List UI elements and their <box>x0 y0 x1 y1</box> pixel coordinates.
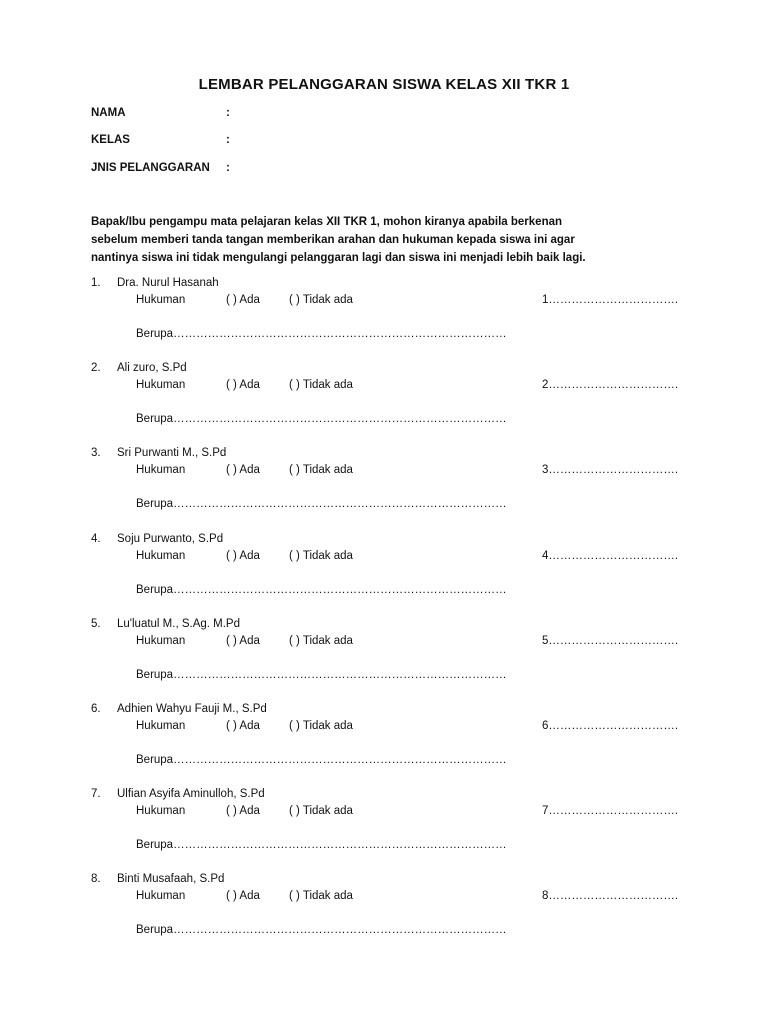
teacher-name: Dra. Nurul Hasanah <box>117 277 219 289</box>
field-kelas <box>91 134 230 146</box>
teacher-name: Lu'luatul M., S.Ag. M.Pd <box>117 618 241 630</box>
signature-line: 3……………………………. <box>542 464 679 476</box>
teacher-name: Ulfian Asyifa Aminulloh, S.Pd <box>117 788 265 800</box>
entry-number: 6. <box>91 703 101 715</box>
option-ada[interactable]: ( ) Ada <box>226 890 260 902</box>
teacher-name: Ali zuro, S.Pd <box>117 362 187 374</box>
teacher-entry-3 <box>0 447 768 527</box>
teacher-entry-1 <box>0 277 768 357</box>
teacher-name: Adhien Wahyu Fauji M., S.Pd <box>117 703 267 715</box>
field-colon: : <box>226 134 230 146</box>
berupa-line: Berupa…………………………………………………………………………… <box>136 669 507 681</box>
intro-paragraph <box>91 213 691 267</box>
option-tidak-ada[interactable]: ( ) Tidak ada <box>289 294 353 306</box>
signature-line: 8……………………………. <box>542 890 679 902</box>
teacher-entry-2 <box>0 362 768 442</box>
hukuman-label: Hukuman <box>136 635 186 647</box>
entry-number: 7. <box>91 788 101 800</box>
berupa-line: Berupa…………………………………………………………………………… <box>136 328 507 340</box>
entry-number: 2. <box>91 362 101 374</box>
field-label: NAMA <box>91 107 126 119</box>
signature-line: 5……………………………. <box>542 635 679 647</box>
teacher-entry-5 <box>0 618 768 698</box>
berupa-line: Berupa…………………………………………………………………………… <box>136 839 507 851</box>
hukuman-label: Hukuman <box>136 805 186 817</box>
teacher-name: Soju Purwanto, S.Pd <box>117 533 224 545</box>
signature-line: 6……………………………. <box>542 720 679 732</box>
option-ada[interactable]: ( ) Ada <box>226 720 260 732</box>
option-ada[interactable]: ( ) Ada <box>226 635 260 647</box>
teacher-entry-7 <box>0 788 768 868</box>
option-ada[interactable]: ( ) Ada <box>226 379 260 391</box>
option-tidak-ada[interactable]: ( ) Tidak ada <box>289 379 353 391</box>
intro-line: Bapak/Ibu pengampu mata pelajaran kelas XII TKR 1, mohon kiranya apabila berkenan <box>91 216 563 228</box>
signature-line: 4……………………………. <box>542 550 679 562</box>
signature-line: 1……………………………. <box>542 294 679 306</box>
teacher-entry-4 <box>0 533 768 613</box>
teacher-name: Binti Musafaah, S.Pd <box>117 873 225 885</box>
hukuman-label: Hukuman <box>136 464 186 476</box>
page-title: LEMBAR PELANGGARAN SISWA KELAS XII TKR 1 <box>198 76 570 93</box>
hukuman-label: Hukuman <box>136 890 186 902</box>
field-colon: : <box>226 107 230 119</box>
teacher-name: Sri Purwanti M., S.Pd <box>117 447 227 459</box>
berupa-line: Berupa…………………………………………………………………………… <box>136 754 507 766</box>
option-ada[interactable]: ( ) Ada <box>226 550 260 562</box>
hukuman-label: Hukuman <box>136 550 186 562</box>
field-label: JNIS PELANGGARAN <box>91 162 210 174</box>
teacher-entry-6 <box>0 703 768 783</box>
option-tidak-ada[interactable]: ( ) Tidak ada <box>289 635 353 647</box>
entry-number: 5. <box>91 618 101 630</box>
field-jenis-pelanggaran <box>91 162 230 174</box>
teacher-entry-8 <box>0 873 768 953</box>
option-ada[interactable]: ( ) Ada <box>226 805 260 817</box>
berupa-line: Berupa…………………………………………………………………………… <box>136 498 507 510</box>
option-tidak-ada[interactable]: ( ) Tidak ada <box>289 805 353 817</box>
entry-number: 1. <box>91 277 101 289</box>
field-colon: : <box>226 162 230 174</box>
berupa-line: Berupa…………………………………………………………………………… <box>136 584 507 596</box>
option-tidak-ada[interactable]: ( ) Tidak ada <box>289 890 353 902</box>
entry-number: 3. <box>91 447 101 459</box>
hukuman-label: Hukuman <box>136 720 186 732</box>
field-nama <box>91 107 230 119</box>
option-ada[interactable]: ( ) Ada <box>226 294 260 306</box>
option-tidak-ada[interactable]: ( ) Tidak ada <box>289 464 353 476</box>
berupa-line: Berupa…………………………………………………………………………… <box>136 413 507 425</box>
field-label: KELAS <box>91 134 130 146</box>
signature-line: 2……………………………. <box>542 379 679 391</box>
signature-line: 7……………………………. <box>542 805 679 817</box>
intro-line: sebelum memberi tanda tangan memberikan arahan dan hukuman kepada siswa ini agar <box>91 234 575 246</box>
berupa-line: Berupa…………………………………………………………………………… <box>136 924 507 936</box>
intro-line: nantinya siswa ini tidak mengulangi pelanggaran lagi dan siswa ini menjadi lebih baik lagi. <box>91 252 586 264</box>
option-tidak-ada[interactable]: ( ) Tidak ada <box>289 550 353 562</box>
hukuman-label: Hukuman <box>136 294 186 306</box>
entry-number: 8. <box>91 873 101 885</box>
option-tidak-ada[interactable]: ( ) Tidak ada <box>289 720 353 732</box>
option-ada[interactable]: ( ) Ada <box>226 464 260 476</box>
entry-number: 4. <box>91 533 101 545</box>
hukuman-label: Hukuman <box>136 379 186 391</box>
